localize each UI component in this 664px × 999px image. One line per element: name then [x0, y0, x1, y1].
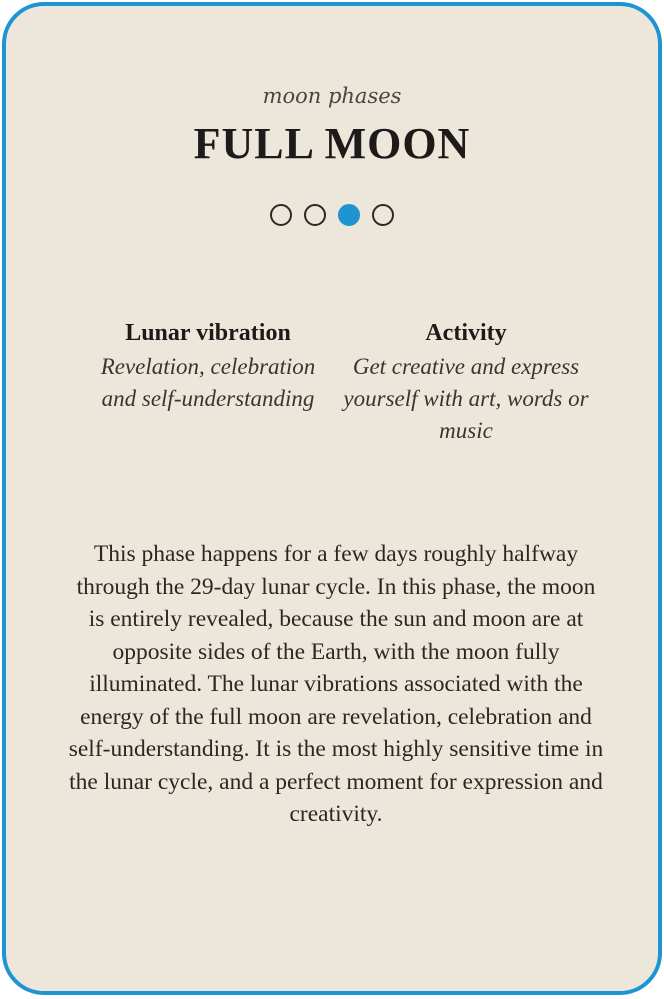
- phase-dot-new-moon-icon: [270, 204, 292, 226]
- activity-heading: Activity: [425, 320, 507, 346]
- phase-dot-first-quarter-icon: [304, 204, 326, 226]
- phase-description: This phase happens for a few days roughly halfway through the 29-day lunar cycle. In this phase, the moon is entirely revealed, because the sun and moon are at opposite sides of the Earth, with the moon fully illuminated. The lunar vibrations associated with the energy of the full moon are revelation, celebration and self-understanding. It is the most highly sensitive time in the lunar cycle, and a perfect moment for expression and creativity.: [68, 541, 604, 827]
- moon-phase-card: [2, 2, 662, 995]
- card-title: FULL MOON: [193, 119, 471, 168]
- activity-section: [336, 320, 596, 447]
- activity-text: Get creative and express yourself with art, words or music: [343, 354, 589, 443]
- lunar-vibration-text: Revelation, celebration and self-understanding: [100, 354, 316, 411]
- card-category: moon phases: [262, 84, 402, 108]
- lunar-vibration-heading: Lunar vibration: [125, 320, 291, 346]
- phase-dot-last-quarter-icon: [372, 204, 394, 226]
- lunar-vibration-section: [78, 320, 338, 415]
- phase-indicator: [6, 204, 658, 226]
- phase-dot-full-moon-icon: [338, 204, 360, 226]
